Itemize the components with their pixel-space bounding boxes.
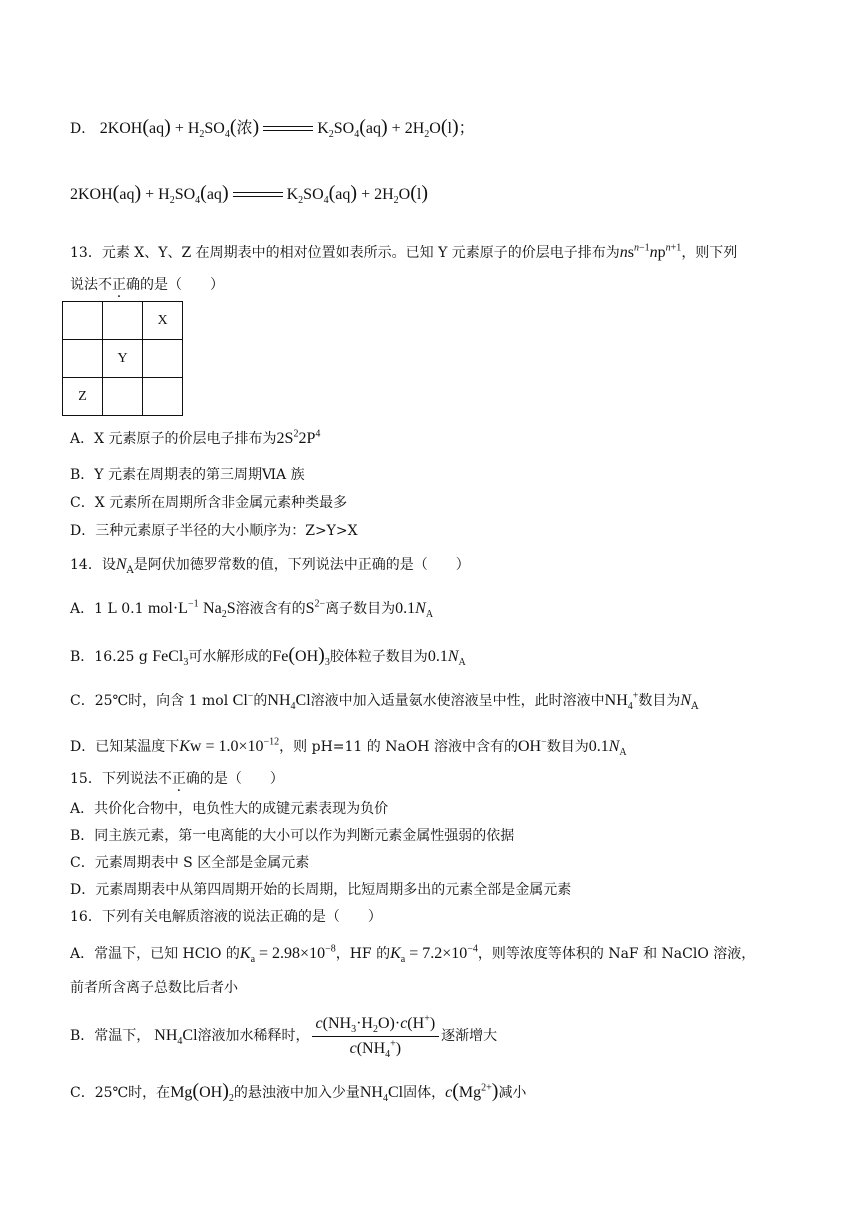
q13-stem-tail: ，则下列 bbox=[681, 245, 738, 261]
q13-stem bbox=[70, 244, 737, 262]
q14-c1: C．25℃时，向含 1 mol bbox=[70, 693, 229, 709]
q13-config: $ns^{n-1}np^{n+1}$ bbox=[619, 242, 682, 261]
table-cell bbox=[63, 340, 103, 378]
q14-option-c: C．25℃时，向含 1 mol Cl−的$NH_4Cl$溶液中加入适量氨水使溶液呈中性，此时溶液中$NH_4^+$数目为$N_A$ bbox=[70, 690, 699, 713]
q14-stem-a: 14．设 bbox=[70, 557, 116, 573]
q16-option-a-cont: 前者所含离子总数比后者小 bbox=[70, 980, 238, 996]
q14-d3: 数目为 bbox=[546, 739, 589, 755]
q12-d-eq2: $2KOH(aq) + H_2SO_4(aq) K_2SO_4(aq) + 2H_2O(l)$ bbox=[70, 182, 429, 207]
q14-option-b bbox=[70, 644, 466, 669]
q14-b3: 胶体粒子数目为 bbox=[329, 649, 428, 665]
q16-c-nh4cl: $NH_4Cl$ bbox=[359, 1084, 404, 1105]
q15-option-c: C．元素周期表中 S 区全部是金属元素 bbox=[70, 855, 310, 871]
q16-option-c bbox=[70, 1080, 527, 1105]
q15-stem-a: 15．下列说法 bbox=[70, 771, 158, 787]
q14-a-value: $0.1N_A$ bbox=[395, 600, 434, 621]
q14-b2: 可水解形成的 bbox=[188, 649, 273, 665]
table-cell bbox=[143, 340, 183, 378]
q14-b-fecl3: FeCl$_3$ bbox=[152, 648, 189, 669]
q16-c-mg: $c(Mg^{2+})$ bbox=[445, 1080, 499, 1102]
q14-option-d bbox=[70, 736, 627, 759]
q16-b2: 溶液加水稀释时， bbox=[197, 1028, 310, 1044]
q12-option-d-line1 bbox=[70, 116, 475, 141]
q13-option-a bbox=[70, 430, 320, 448]
table-cell bbox=[103, 302, 143, 340]
q14-b1: B．16.25 g bbox=[70, 649, 148, 665]
q14-c-na: N bbox=[680, 692, 692, 709]
table-cell bbox=[63, 302, 103, 340]
q14-c2: 的 bbox=[253, 693, 268, 709]
q12-d-label: D． bbox=[70, 121, 96, 137]
q15-option-d: D．元素周期表中从第四周期开始的长周期，比短周期多出的元素全部是金属元素 bbox=[70, 882, 572, 898]
q16-c1: C．25℃时，在 bbox=[70, 1085, 171, 1101]
q13-stem-line2 bbox=[70, 276, 224, 294]
q14-d-kw: $Kw = 1.0\times 10^{-12}$ bbox=[179, 736, 280, 755]
q14-a-unit: $mol\cdot L^{-1}$ bbox=[147, 598, 199, 617]
q14-stem-b: 是阿伏加德罗常数的值，下列说法中正确的是（ ） bbox=[133, 557, 470, 573]
q15-option-a: A．共价化合物中，电负性大的成键元素表现为负价 bbox=[70, 801, 389, 817]
table-cell: Y bbox=[103, 340, 143, 378]
table-cell: Z bbox=[63, 378, 103, 416]
q12-option-d-line2 bbox=[70, 182, 429, 207]
q16-b1: B．常温下， bbox=[70, 1028, 151, 1044]
table-cell bbox=[103, 378, 143, 416]
q16-c-mgoh2: $Mg(OH)_2$ bbox=[170, 1080, 234, 1105]
q13-a-text: A．X 元素原子的价层电子排布为 bbox=[70, 431, 277, 447]
q16-c3: 固体， bbox=[403, 1085, 446, 1101]
q15-option-b: B．同主族元素，第一电离能的大小可以作为判断元素金属性强弱的依据 bbox=[70, 828, 515, 844]
q15-stem bbox=[70, 770, 284, 788]
q14-c4: 数目为 bbox=[638, 693, 681, 709]
table-cell: X bbox=[143, 302, 183, 340]
q16-a3: ，则等浓度等体积的 NaF 和 NaClO 溶液， bbox=[477, 946, 756, 962]
q14-d2: ，则 pH=11 的 NaOH 溶液中含有的 bbox=[279, 739, 518, 755]
q16-a2: ，HF 的 bbox=[335, 946, 391, 962]
q14-a1: A．1 L 0.1 bbox=[70, 601, 144, 617]
q14-stem: 14．设$N_A$是阿伏加德罗常数的值，下列说法中正确的是（ ） bbox=[70, 556, 470, 576]
q14-d-oh: OH− bbox=[517, 736, 547, 755]
q14-option-a bbox=[70, 598, 434, 621]
q13-option-b: B．Y 元素在周期表的第三周期ⅥA 族 bbox=[70, 467, 305, 483]
q14-a3: 离子数目为 bbox=[325, 601, 396, 617]
q16-a1: A．常温下，已知 HClO 的 bbox=[70, 946, 240, 962]
q14-a-s2: $S^{2-}$ bbox=[305, 598, 326, 617]
q14-c-nh4: $NH_4^+$ bbox=[604, 690, 639, 713]
q13-option-d: D．三种元素原子半径的大小顺序为：Z>Y>X bbox=[70, 523, 358, 539]
q16-a-ka2: $K_a = 7.2\times 10^{-4}$ bbox=[390, 943, 478, 966]
q13-stem2-b: 的是（ ） bbox=[140, 277, 224, 293]
q16-c2: 的悬浊液中加入少量 bbox=[233, 1085, 360, 1101]
q12-d-eq1: $2KOH(aq) + H_2SO_4$(浓) $K_2SO_4(aq) + 2H_2O(l)$； bbox=[99, 116, 475, 141]
q14-a2: 溶液含有的 bbox=[235, 601, 306, 617]
q14-na: N bbox=[115, 556, 127, 573]
q16-c4: 减小 bbox=[498, 1085, 527, 1101]
q13-stem2-a: 说法 bbox=[70, 277, 98, 293]
q13-element-table bbox=[62, 301, 183, 416]
q16-stem: 16．下列有关电解质溶液的说法正确的是（ ） bbox=[70, 909, 382, 925]
q14-a-na2s: $Na_2S$ bbox=[203, 600, 236, 621]
q13-option-c: C．X 元素所在周期所含非金属元素种类最多 bbox=[70, 495, 348, 511]
q16-b-nh4cl: $NH_4Cl$ bbox=[150, 1027, 198, 1048]
q14-d1: D．已知某温度下 bbox=[70, 739, 180, 755]
q16-option-b bbox=[70, 1010, 497, 1062]
q15-emphasis: 不正确 bbox=[157, 771, 200, 787]
q14-c3: 溶液中加入适量氨水使溶液呈中性，此时溶液中 bbox=[310, 693, 605, 709]
q14-b-value: $0.1N_A$ bbox=[427, 648, 466, 669]
q16-b-fraction: $\frac{c(NH_3\cdot H_2O)\cdot c(H^+)}{c(NH_4^+)}$ bbox=[312, 1015, 440, 1058]
q13-emphasis: 不正确 bbox=[98, 277, 140, 293]
table-cell bbox=[143, 378, 183, 416]
q14-c-nh4cl: $NH_4Cl$ bbox=[267, 692, 311, 713]
q13-stem-text: 13．元素 X、Y、Z 在周期表中的相对位置如表所示。已知 Y 元素原子的价层电子排布为 bbox=[70, 245, 620, 261]
q16-option-a bbox=[70, 943, 756, 966]
q16-a-ka1: $K_a = 2.98\times 10^{-8}$ bbox=[239, 943, 336, 966]
q13-a-config: $2S^22P^4$ bbox=[276, 428, 321, 447]
q14-d-value: $0.1N_A$ bbox=[588, 738, 627, 759]
q16-b3: 逐渐增大 bbox=[441, 1028, 498, 1044]
q14-c-cl: Cl− bbox=[232, 690, 254, 709]
q14-b-feoh3: $Fe(OH)_3$ bbox=[272, 644, 330, 669]
q15-stem-b: 的是（ ） bbox=[199, 771, 284, 787]
